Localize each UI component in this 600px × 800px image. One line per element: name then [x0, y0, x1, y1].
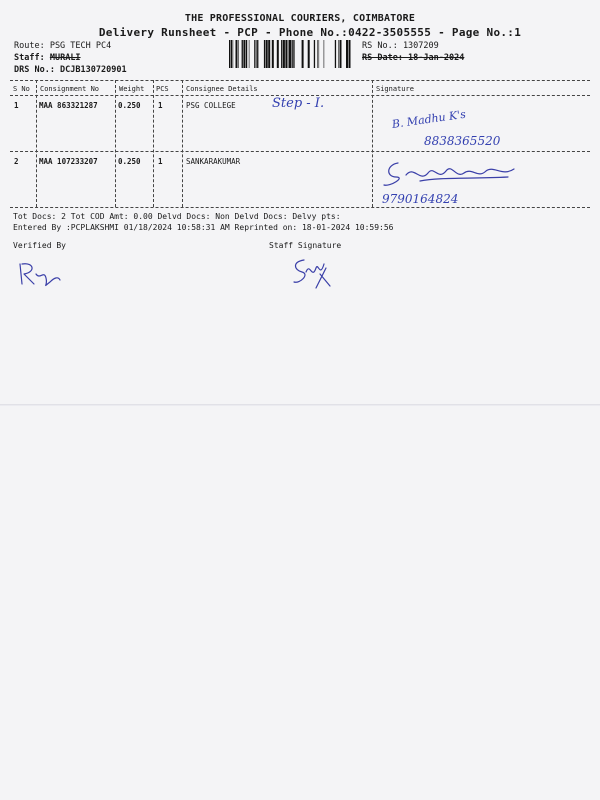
- receiver-signature-name: B. Madhu K's: [391, 107, 467, 131]
- row-consignee: PSG COLLEGE: [186, 101, 236, 110]
- col-divider: [153, 80, 154, 207]
- header-sno: S No: [13, 85, 30, 93]
- row-consignee: SANKARAKUMAR: [186, 157, 241, 166]
- row-pcs: 1: [158, 157, 163, 166]
- staff-name: MURALI: [49, 53, 81, 63]
- row-sno: 2: [14, 157, 19, 166]
- receiver-signature-2: [380, 155, 530, 195]
- row-consignment: MAA 107233207: [39, 157, 98, 166]
- col-divider: [36, 80, 37, 207]
- row-sno: 1: [14, 101, 19, 110]
- entered-by-line: Entered By :PCPLAKSHMI 01/18/2024 10:58:31 AM Reprinted on: 18-01-2024 10:59:56: [13, 223, 394, 232]
- row-consignment: MAA 863321287: [39, 101, 98, 110]
- staff-info: [14, 53, 81, 63]
- runsheet-title: Delivery Runsheet - PCP - Phone No.:0422-3505555 - Page No.:1: [98, 26, 522, 39]
- barcode: [229, 40, 357, 68]
- header-pcs: PCS: [156, 85, 169, 93]
- header-weight: Weight: [119, 85, 145, 93]
- company-title: THE PROFESSIONAL COURIERS, COIMBATORE: [184, 13, 416, 24]
- col-divider: [182, 80, 183, 207]
- header-consignment: Consignment No: [40, 85, 100, 93]
- header-signature: Signature: [376, 85, 414, 93]
- col-divider: [372, 80, 373, 207]
- row-pcs: 1: [158, 101, 163, 110]
- row-weight: 0.250: [118, 157, 141, 166]
- paper-fold: [0, 404, 600, 406]
- col-divider: [115, 80, 116, 207]
- drs-number: DRS No.: DCJB130720901: [14, 65, 127, 75]
- totals-line: Tot Docs: 2 Tot COD Amt: 0.00 Delvd Docs: Non Delvd Docs: Delvy pts:: [13, 212, 341, 221]
- header-consignee: Consignee Details: [186, 85, 258, 93]
- handwritten-note: Step - I.: [272, 96, 325, 111]
- rs-number: RS No.: 1307209: [362, 41, 439, 51]
- route-info: Route: PSG TECH PC4: [14, 41, 112, 51]
- table-top-rule: [10, 80, 590, 81]
- receiver-phone-2: 9790164824: [382, 192, 459, 206]
- verifier-signature: [14, 258, 64, 290]
- staff-label: Staff:: [14, 53, 45, 63]
- table-row-rule: [10, 151, 590, 152]
- rs-date: RS Date: 18-Jan-2024: [362, 53, 465, 63]
- staff-signature-label: Staff Signature: [269, 241, 342, 250]
- receiver-phone-1: 8838365520: [424, 134, 501, 148]
- table-bottom-rule: [10, 207, 590, 208]
- row-weight: 0.250: [118, 101, 141, 110]
- verified-by-label: Verified By: [13, 241, 66, 250]
- staff-signature: [290, 254, 334, 290]
